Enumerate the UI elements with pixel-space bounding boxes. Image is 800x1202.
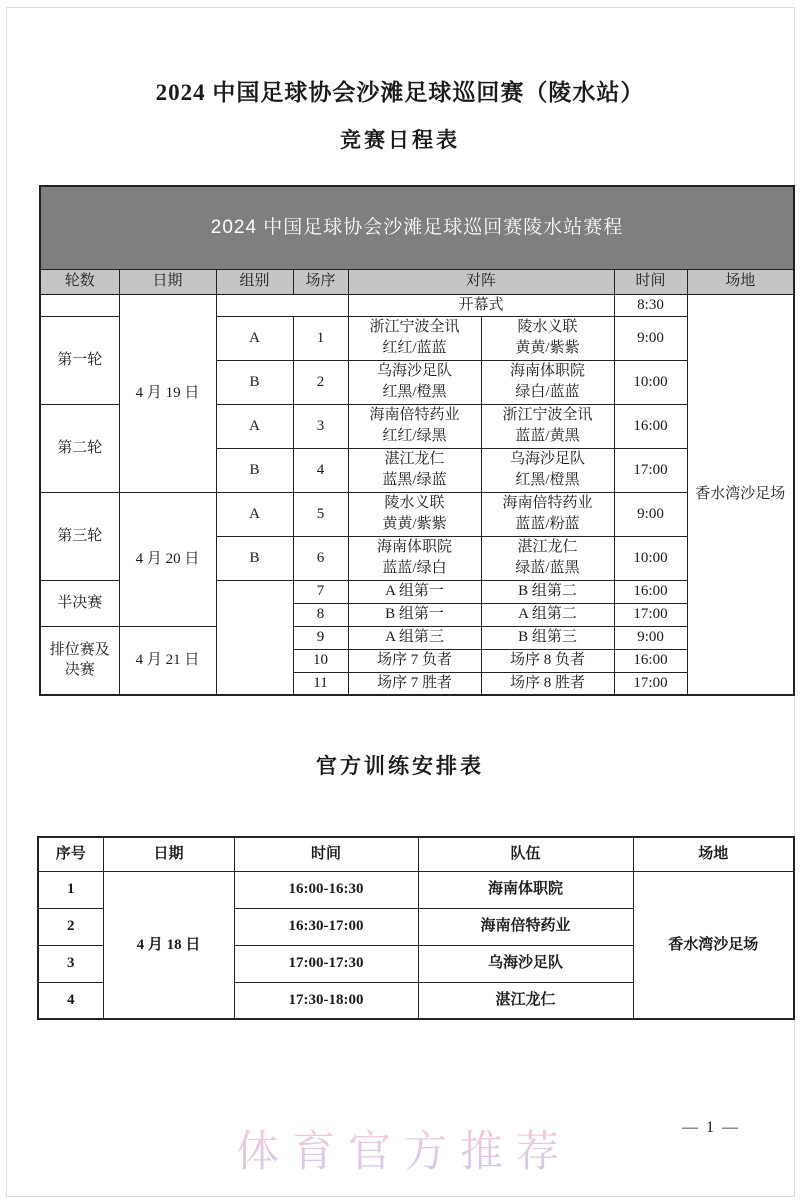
col-header-round: 轮数 (40, 269, 119, 294)
round-label-3: 第三轮 (40, 492, 119, 580)
time-cell: 10:00 (614, 536, 687, 580)
col-header-venue: 场地 (633, 837, 794, 871)
group-order-empty (216, 294, 348, 316)
home-kit: 红红/蓝蓝 (382, 340, 447, 356)
training-venue-cell: 香水湾沙足场 (633, 871, 794, 1019)
away-kit: 蓝蓝/黄黑 (515, 428, 580, 444)
col-header-date: 日期 (103, 837, 234, 871)
team-cell: 海南倍特药业 (418, 908, 633, 945)
home-kit: 红黑/橙黑 (382, 384, 447, 400)
order-cell: 8 (293, 603, 348, 626)
time-cell: 16:00 (614, 404, 687, 448)
time-cell: 16:00 (614, 580, 687, 603)
home-team: 湛江龙仁 (384, 451, 445, 467)
team-cell: 海南体职院 (418, 871, 633, 908)
match-row (40, 492, 794, 536)
round-label-2: 第二轮 (40, 404, 119, 492)
away-team: 乌海沙足队 (509, 451, 585, 467)
time-cell: 10:00 (614, 360, 687, 404)
away-team: 海南体职院 (509, 363, 585, 379)
col-header-date: 日期 (119, 269, 216, 294)
order-cell: 9 (293, 626, 348, 649)
home-cell: 场序 7 负者 (348, 649, 481, 672)
home-cell (348, 316, 481, 360)
order-cell: 1 (293, 316, 348, 360)
time-cell: 8:30 (614, 294, 687, 316)
schedule-caption: 2024 中国足球协会沙滩足球巡回赛陵水站赛程 (40, 186, 794, 269)
away-team: 浙江宁波全讯 (502, 407, 593, 423)
round-cell-empty (40, 294, 119, 316)
away-cell: A 组第二 (481, 603, 614, 626)
no-cell: 3 (38, 945, 103, 982)
time-cell: 17:00 (614, 603, 687, 626)
away-cell (481, 316, 614, 360)
home-cell: A 组第三 (348, 626, 481, 649)
time-cell: 9:00 (614, 626, 687, 649)
away-cell: B 组第二 (481, 580, 614, 603)
home-kit: 红红/绿黑 (382, 428, 447, 444)
away-kit: 黄黄/紫紫 (515, 340, 580, 356)
home-cell (348, 404, 481, 448)
order-cell: 10 (293, 649, 348, 672)
doc-title: 2024 中国足球协会沙滩足球巡回赛（陵水站） (155, 80, 645, 105)
no-cell: 1 (38, 871, 103, 908)
col-header-time: 时间 (614, 269, 687, 294)
schedule-table (39, 185, 795, 696)
away-cell: 场序 8 负者 (481, 649, 614, 672)
home-team: 陵水义联 (384, 495, 445, 511)
col-header-team: 队伍 (418, 837, 633, 871)
round-label-semifinal: 半决赛 (40, 580, 119, 626)
home-cell (348, 492, 481, 536)
time-cell: 16:00-16:30 (234, 871, 418, 908)
away-cell (481, 448, 614, 492)
away-team: 陵水义联 (517, 319, 578, 335)
training-header-row (38, 837, 794, 871)
group-cell: A (216, 492, 293, 536)
venue-cell: 香水湾沙足场 (687, 294, 794, 695)
col-header-order: 场序 (293, 269, 348, 294)
order-cell: 5 (293, 492, 348, 536)
home-cell (348, 360, 481, 404)
home-cell: B 组第一 (348, 603, 481, 626)
home-team: 乌海沙足队 (376, 363, 452, 379)
schedule-header-row (40, 269, 794, 294)
away-cell: 场序 8 胜者 (481, 672, 614, 695)
doc-subtitle: 竞赛日程表 (340, 128, 460, 152)
team-cell: 湛江龙仁 (418, 982, 633, 1019)
time-cell: 17:00-17:30 (234, 945, 418, 982)
time-cell: 16:30-17:00 (234, 908, 418, 945)
home-cell (348, 536, 481, 580)
group-cell: B (216, 448, 293, 492)
team-cell: 乌海沙足队 (418, 945, 633, 982)
date-cell-day1: 4 月 19 日 (119, 294, 216, 492)
training-table (37, 836, 795, 1020)
time-cell: 9:00 (614, 492, 687, 536)
away-cell: B 组第三 (481, 626, 614, 649)
col-header-venue: 场地 (687, 269, 794, 294)
time-cell: 17:00 (614, 672, 687, 695)
away-cell (481, 404, 614, 448)
no-cell: 2 (38, 908, 103, 945)
order-cell: 11 (293, 672, 348, 695)
group-cell: A (216, 404, 293, 448)
time-cell: 16:00 (614, 649, 687, 672)
col-header-group: 组别 (216, 269, 293, 294)
no-cell: 4 (38, 982, 103, 1019)
opening-ceremony-label: 开幕式 (348, 294, 614, 316)
time-cell: 9:00 (614, 316, 687, 360)
order-cell: 3 (293, 404, 348, 448)
order-cell: 2 (293, 360, 348, 404)
col-header-matchup: 对阵 (348, 269, 614, 294)
page-number: — 1 — (682, 1119, 740, 1136)
col-header-time: 时间 (234, 837, 418, 871)
home-kit: 蓝黑/绿蓝 (382, 472, 447, 488)
home-kit: 黄黄/紫紫 (382, 516, 447, 532)
order-cell: 4 (293, 448, 348, 492)
away-cell (481, 492, 614, 536)
group-cell: B (216, 360, 293, 404)
knockout-row (40, 626, 794, 649)
date-cell-day2: 4 月 20 日 (119, 492, 216, 626)
training-row (38, 871, 794, 908)
away-kit: 红黑/橙黑 (515, 472, 580, 488)
home-team: 海南体职院 (376, 539, 452, 555)
order-cell: 7 (293, 580, 348, 603)
opening-row (40, 294, 794, 316)
away-team: 湛江龙仁 (517, 539, 578, 555)
away-kit: 蓝蓝/粉蓝 (515, 516, 580, 532)
away-cell (481, 360, 614, 404)
watermark-text: 体育官方推荐 (236, 1118, 572, 1179)
col-header-no: 序号 (38, 837, 103, 871)
home-cell: 场序 7 胜者 (348, 672, 481, 695)
away-team: 海南倍特药业 (502, 495, 593, 511)
training-title: 官方训练安排表 (316, 754, 484, 778)
home-cell: A 组第一 (348, 580, 481, 603)
home-team: 浙江宁波全讯 (369, 319, 460, 335)
home-kit: 蓝蓝/绿白 (382, 560, 447, 576)
date-cell-day3: 4 月 21 日 (119, 626, 216, 695)
group-cell: B (216, 536, 293, 580)
away-cell (481, 536, 614, 580)
schedule-caption-row (40, 186, 794, 269)
home-cell (348, 448, 481, 492)
order-cell: 6 (293, 536, 348, 580)
group-cell: A (216, 316, 293, 360)
time-cell: 17:00 (614, 448, 687, 492)
away-kit: 绿白/蓝蓝 (515, 384, 580, 400)
home-team: 海南倍特药业 (369, 407, 460, 423)
round-label-final: 排位赛及决赛 (40, 626, 119, 695)
away-kit: 绿蓝/蓝黑 (515, 560, 580, 576)
round-label-1: 第一轮 (40, 316, 119, 404)
group-cell-empty (216, 580, 293, 695)
time-cell: 17:30-18:00 (234, 982, 418, 1019)
training-date-cell: 4 月 18 日 (103, 871, 234, 1019)
